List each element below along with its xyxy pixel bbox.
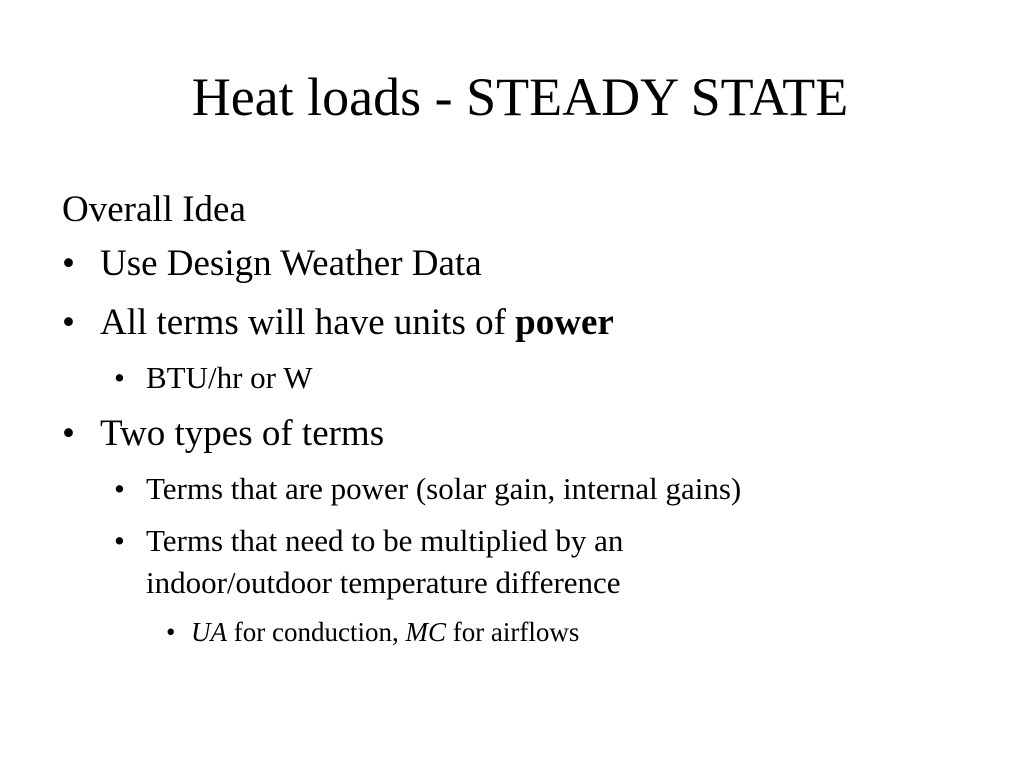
bullet-icon: • (62, 243, 75, 284)
sub-bullet-text-line-1: Terms that need to be multiplied by an (146, 523, 624, 558)
italic-term-ua: UA (191, 617, 227, 647)
sub-sub-bullet-text: for conduction, (227, 617, 406, 647)
sub-bullet-text: BTU/hr or W (146, 360, 313, 395)
slide-body (62, 185, 992, 658)
overall-idea-heading: Overall Idea (62, 189, 246, 230)
bullet-icon: • (62, 302, 75, 343)
bullet-text: Use Design Weather Data (100, 243, 482, 284)
sub-sub-bullet-item-ua-mc (62, 614, 992, 650)
bullet-icon: • (114, 360, 125, 395)
sub-sub-bullet-text: for airflows (445, 617, 580, 647)
bullet-text: All terms will have units of (100, 302, 516, 343)
sub-bullet-text-line-2: indoor/outdoor temperature difference (146, 565, 621, 600)
slide-title: Heat loads - STEADY STATE (191, 67, 849, 127)
bullet-item-design-weather (62, 239, 992, 289)
bullet-text: Two types of terms (100, 413, 385, 454)
bullet-icon: • (114, 523, 125, 558)
sub-bullet-item-power-terms (62, 468, 992, 510)
sub-bullet-item-temperature-difference (62, 520, 992, 604)
bullet-item-units-of-power (62, 298, 992, 348)
sub-bullet-text: Terms that are power (solar gain, internal gains) (146, 471, 742, 506)
sub-bullet-item-btu-or-w (62, 357, 992, 399)
bullet-icon: • (166, 617, 176, 647)
bold-term-power: power (515, 302, 614, 343)
bullet-icon: • (114, 471, 125, 506)
bullet-icon: • (62, 413, 75, 454)
italic-term-mc: MC (405, 617, 446, 647)
bullet-item-two-types (62, 409, 992, 459)
